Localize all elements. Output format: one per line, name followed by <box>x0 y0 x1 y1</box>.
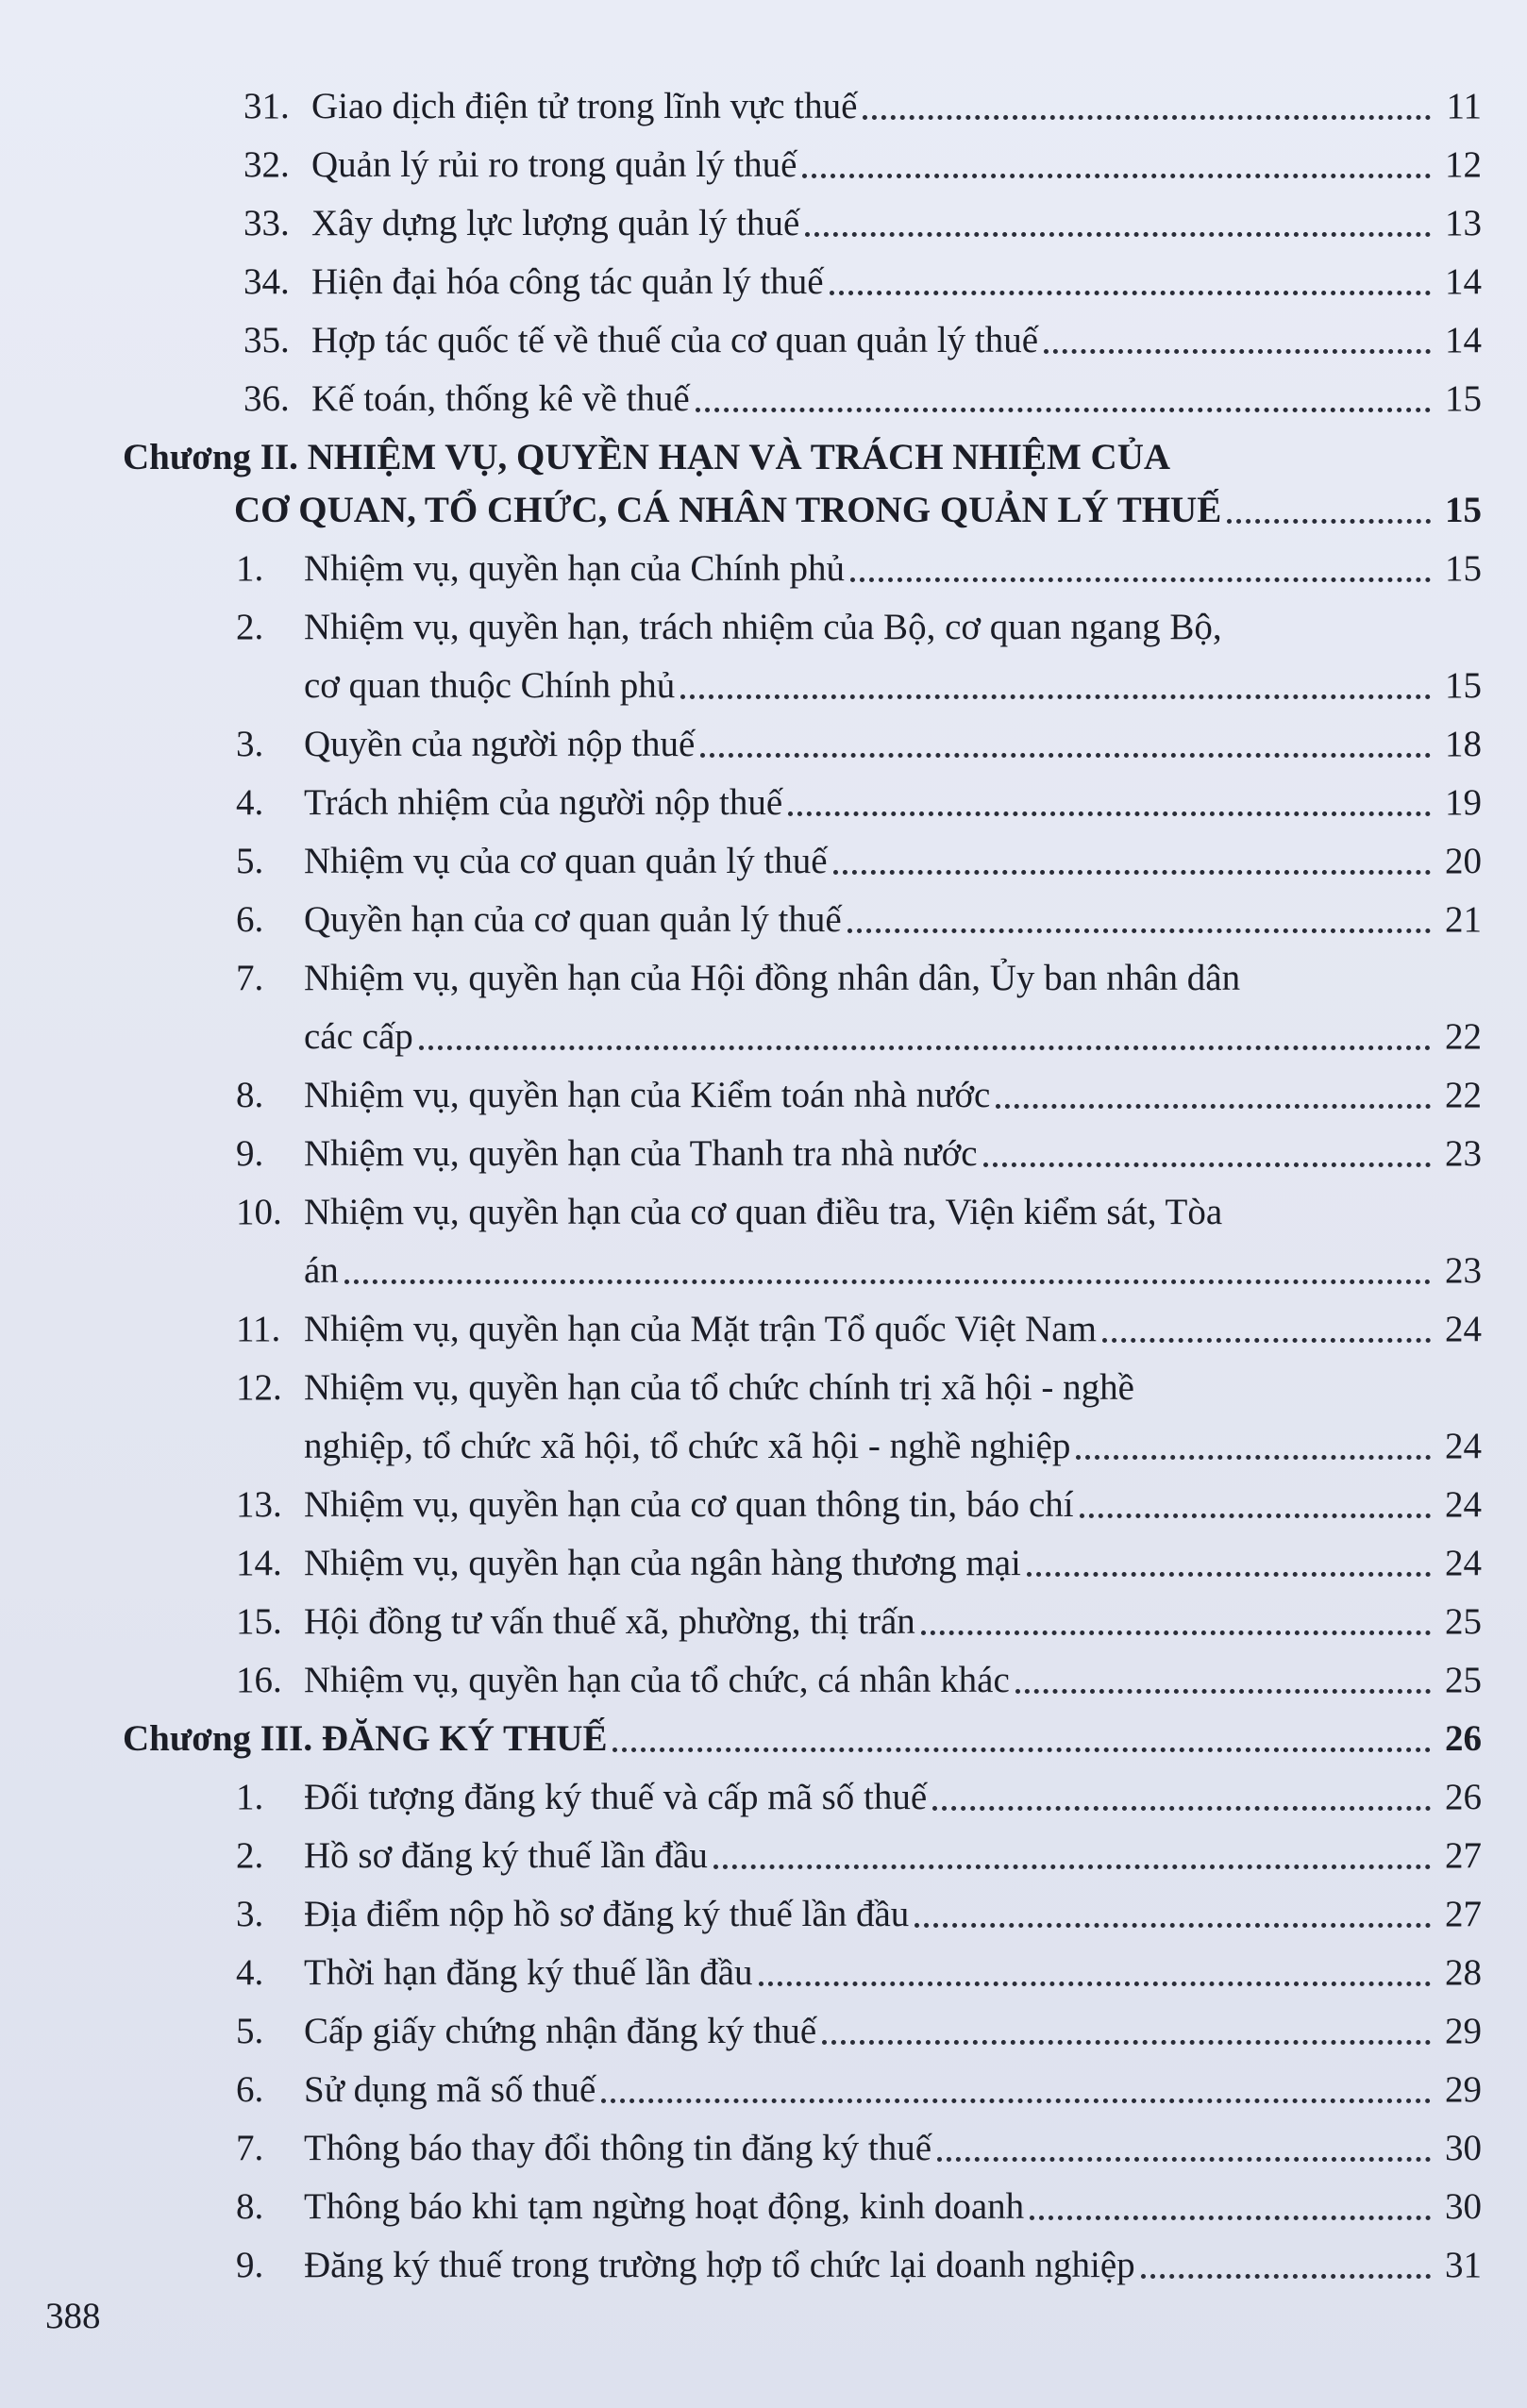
entry-title: Hợp tác quốc tế về thuế của cơ quan quản lý thuế <box>311 320 1039 360</box>
entry-number: 6. <box>236 2069 264 2110</box>
dot-leader <box>996 1104 1431 1109</box>
entry-number: 7. <box>236 958 264 998</box>
entry-page: 24 <box>1445 1426 1482 1466</box>
toc-entry[interactable] <box>123 2061 1482 2119</box>
entry-page: 15 <box>1445 548 1482 589</box>
entry-page: 26 <box>1445 1777 1482 1817</box>
dot-leader <box>759 1982 1431 1986</box>
entry-page: 18 <box>1445 724 1482 764</box>
entry-number: 5. <box>236 841 264 881</box>
entry-title: Nhiệm vụ, quyền hạn của cơ quan thông tin, báo chí <box>304 1484 1074 1525</box>
entry-number: 36. <box>243 378 290 419</box>
entry-title: Thời hạn đăng ký thuế lần đầu <box>304 1952 753 1993</box>
entry-number: 12. <box>236 1367 282 1408</box>
entry-page: 24 <box>1445 1309 1482 1349</box>
entry-title: Thông báo thay đổi thông tin đăng ký thuế <box>304 2128 932 2168</box>
chapter-2-page: 15 <box>1445 490 1482 530</box>
toc-entry[interactable] <box>123 2119 1482 2178</box>
entry-title: Nhiệm vụ của cơ quan quản lý thuế <box>304 841 828 881</box>
entry-number: 4. <box>236 1952 264 1993</box>
toc-entry[interactable] <box>123 1066 1482 1125</box>
entry-number: 11. <box>236 1309 281 1349</box>
entry-page: 13 <box>1445 203 1482 243</box>
entry-page: 21 <box>1445 899 1482 940</box>
entry-page: 31 <box>1445 2245 1482 2285</box>
toc-entry[interactable] <box>123 1300 1482 1359</box>
entry-page: 15 <box>1445 665 1482 706</box>
entry-title: Trách nhiệm của người nộp thuế <box>304 782 783 823</box>
toc-entry[interactable] <box>123 1534 1482 1593</box>
entry-title: Hội đồng tư vấn thuế xã, phường, thị trấn <box>304 1601 915 1642</box>
entry-title: Giao dịch điện tử trong lĩnh vực thuế <box>311 86 858 126</box>
entry-number: 32. <box>243 144 290 185</box>
toc-entry[interactable] <box>123 1476 1482 1534</box>
chapter-2-title-line2: CƠ QUAN, TỔ CHỨC, CÁ NHÂN TRONG QUẢN LÝ THUẾ <box>234 490 1222 530</box>
dot-leader <box>1027 1572 1431 1577</box>
entry-number: 3. <box>236 1894 264 1934</box>
entry-title-continued: nghiệp, tổ chức xã hội, tổ chức xã hội - nghề nghiệp <box>304 1426 1071 1466</box>
dot-leader <box>1030 2216 1431 2220</box>
dot-leader <box>850 577 1431 582</box>
dot-leader <box>802 174 1431 178</box>
entry-number: 9. <box>236 1133 264 1174</box>
toc-entry[interactable] <box>123 832 1482 891</box>
entry-page: 30 <box>1445 2128 1482 2168</box>
dot-leader <box>700 753 1431 758</box>
dot-leader <box>847 928 1431 933</box>
entry-page: 20 <box>1445 841 1482 881</box>
dot-leader <box>1015 1689 1431 1694</box>
page-number: 388 <box>45 2296 101 2336</box>
toc-entry[interactable] <box>123 774 1482 832</box>
dot-leader <box>419 1045 1431 1050</box>
entry-title: Nhiệm vụ, quyền hạn của Kiểm toán nhà nước <box>304 1075 991 1115</box>
entry-page: 27 <box>1445 1894 1482 1934</box>
entry-title: Sử dụng mã số thuế <box>304 2069 596 2110</box>
chapter-3-title: Chương III. ĐĂNG KÝ THUẾ <box>123 1718 608 1759</box>
dot-leader <box>1227 519 1431 524</box>
entry-number: 9. <box>236 2245 264 2285</box>
entry-page: 29 <box>1445 2011 1482 2051</box>
entry-page: 25 <box>1445 1601 1482 1642</box>
entry-page: 27 <box>1445 1835 1482 1876</box>
entry-page: 25 <box>1445 1660 1482 1700</box>
entry-title: Nhiệm vụ, quyền hạn, trách nhiệm của Bộ, cơ quan ngang Bộ, <box>304 607 1222 647</box>
dot-leader <box>696 408 1431 412</box>
toc-entry[interactable] <box>123 891 1482 949</box>
entry-title: Quản lý rủi ro trong quản lý thuế <box>311 144 797 185</box>
dot-leader <box>1141 2274 1431 2279</box>
entry-title: Đối tượng đăng ký thuế và cấp mã số thuế <box>304 1777 928 1817</box>
dot-leader <box>921 1630 1431 1635</box>
dot-leader <box>1102 1338 1431 1343</box>
chapter-3-heading[interactable] <box>123 1710 1482 1768</box>
dot-leader <box>1076 1455 1431 1460</box>
entry-page: 19 <box>1445 782 1482 823</box>
entry-page: 24 <box>1445 1543 1482 1583</box>
entry-title: Nhiệm vụ, quyền hạn của Chính phủ <box>304 548 845 589</box>
toc-entry[interactable] <box>123 1125 1482 1183</box>
entry-number: 15. <box>236 1601 282 1642</box>
entry-number: 10. <box>236 1192 282 1232</box>
dot-leader <box>983 1162 1431 1167</box>
toc-entry[interactable] <box>123 77 1482 136</box>
entry-number: 7. <box>236 2128 264 2168</box>
dot-leader <box>833 870 1431 875</box>
entry-title: Xây dựng lực lượng quản lý thuế <box>311 203 800 243</box>
entry-title: Nhiệm vụ, quyền hạn của tổ chức, cá nhân khác <box>304 1660 1010 1700</box>
chapter-3-page: 26 <box>1445 1718 1482 1759</box>
entry-title: Thông báo khi tạm ngừng hoạt động, kinh doanh <box>304 2186 1025 2227</box>
toc-entry[interactable] <box>123 1183 1482 1242</box>
entry-number: 5. <box>236 2011 264 2051</box>
entry-number: 34. <box>243 261 290 302</box>
entry-page: 23 <box>1445 1133 1482 1174</box>
entry-title: Hiện đại hóa công tác quản lý thuế <box>311 261 824 302</box>
dot-leader <box>805 232 1431 237</box>
toc-entry[interactable] <box>123 253 1482 311</box>
toc-entry[interactable] <box>123 2236 1482 2295</box>
toc-entry[interactable] <box>123 949 1482 1008</box>
toc-entry[interactable] <box>123 194 1482 253</box>
dot-leader <box>937 2157 1431 2162</box>
toc-entry[interactable] <box>123 370 1482 428</box>
dot-leader <box>1080 1513 1431 1518</box>
entry-title: Quyền của người nộp thuế <box>304 724 696 764</box>
dot-leader <box>1044 349 1431 354</box>
toc-entry[interactable] <box>123 2002 1482 2061</box>
dot-leader <box>788 811 1431 816</box>
toc-entry[interactable] <box>123 2178 1482 2236</box>
entry-page: 22 <box>1445 1016 1482 1057</box>
entry-title: Địa điểm nộp hồ sơ đăng ký thuế lần đầu <box>304 1894 910 1934</box>
entry-page: 23 <box>1445 1250 1482 1291</box>
entry-number: 2. <box>236 1835 264 1876</box>
entry-title: Hồ sơ đăng ký thuế lần đầu <box>304 1835 708 1876</box>
dot-leader <box>830 291 1431 295</box>
entry-title: Đăng ký thuế trong trường hợp tổ chức lại doanh nghiệp <box>304 2245 1135 2285</box>
entry-page: 30 <box>1445 2186 1482 2227</box>
entry-page: 14 <box>1445 320 1482 360</box>
toc-entry[interactable] <box>123 715 1482 774</box>
toc-entry[interactable] <box>123 1593 1482 1651</box>
entry-page: 12 <box>1445 144 1482 185</box>
chapter-2-heading[interactable] <box>123 428 1482 487</box>
entry-title: Nhiệm vụ, quyền hạn của ngân hàng thương mại <box>304 1543 1021 1583</box>
entry-number: 3. <box>236 724 264 764</box>
dot-leader <box>344 1279 1431 1284</box>
entry-number: 33. <box>243 203 290 243</box>
toc-entry[interactable] <box>123 598 1482 657</box>
toc-entry-continued[interactable] <box>123 1008 1482 1066</box>
entry-title: Quyền hạn của cơ quan quản lý thuế <box>304 899 842 940</box>
entry-title: Nhiệm vụ, quyền hạn của Hội đồng nhân dân, Ủy ban nhân dân <box>304 958 1241 998</box>
entry-number: 13. <box>236 1484 282 1525</box>
toc-entry[interactable] <box>123 1885 1482 1944</box>
entry-number: 16. <box>236 1660 282 1700</box>
entry-page: 29 <box>1445 2069 1482 2110</box>
entry-title: Cấp giấy chứng nhận đăng ký thuế <box>304 2011 817 2051</box>
dot-leader <box>713 1865 1431 1869</box>
toc-entry-continued[interactable] <box>123 657 1482 715</box>
entry-number: 2. <box>236 607 264 647</box>
entry-number: 4. <box>236 782 264 823</box>
dot-leader <box>612 1747 1431 1752</box>
entry-title: Nhiệm vụ, quyền hạn của cơ quan điều tra, Viện kiểm sát, Tòa <box>304 1192 1223 1232</box>
entry-page: 15 <box>1445 378 1482 419</box>
toc-entry[interactable] <box>123 1827 1482 1885</box>
entry-page: 14 <box>1445 261 1482 302</box>
entry-page: 28 <box>1445 1952 1482 1993</box>
chapter-2-heading-continued[interactable] <box>123 481 1482 540</box>
entry-title-continued: cơ quan thuộc Chính phủ <box>304 665 676 706</box>
toc-entry[interactable] <box>123 1359 1482 1417</box>
entry-title-continued: án <box>304 1250 339 1291</box>
dot-leader <box>932 1806 1431 1811</box>
entry-page: 11 <box>1446 86 1482 126</box>
entry-number: 8. <box>236 2186 264 2227</box>
dot-leader <box>863 115 1431 120</box>
entry-number: 1. <box>236 548 264 589</box>
toc-entry-continued[interactable] <box>123 1417 1482 1476</box>
entry-page: 24 <box>1445 1484 1482 1525</box>
dot-leader <box>915 1923 1431 1928</box>
entry-number: 1. <box>236 1777 264 1817</box>
entry-number: 8. <box>236 1075 264 1115</box>
toc-entry-continued[interactable] <box>123 1242 1482 1300</box>
toc-entry[interactable] <box>123 1768 1482 1827</box>
entry-title-continued: các cấp <box>304 1016 413 1057</box>
toc-entry[interactable] <box>123 540 1482 598</box>
entry-title: Nhiệm vụ, quyền hạn của Thanh tra nhà nước <box>304 1133 978 1174</box>
entry-page: 22 <box>1445 1075 1482 1115</box>
toc-entry[interactable] <box>123 1651 1482 1710</box>
entry-number: 31. <box>243 86 290 126</box>
entry-number: 14. <box>236 1543 282 1583</box>
toc-entry[interactable] <box>123 311 1482 370</box>
entry-title: Kế toán, thống kê về thuế <box>311 378 690 419</box>
table-of-contents <box>123 77 1482 2295</box>
entry-title: Nhiệm vụ, quyền hạn của Mặt trận Tổ quốc Việt Nam <box>304 1309 1097 1349</box>
entry-number: 6. <box>236 899 264 940</box>
entry-title: Nhiệm vụ, quyền hạn của tổ chức chính trị xã hội - nghề <box>304 1367 1134 1408</box>
chapter-2-title-line1: Chương II. NHIỆM VỤ, QUYỀN HẠN VÀ TRÁCH NHIỆM CỦA <box>123 437 1171 477</box>
dot-leader <box>822 2040 1431 2045</box>
toc-entry[interactable] <box>123 136 1482 194</box>
dot-leader <box>601 2099 1431 2103</box>
toc-entry[interactable] <box>123 1944 1482 2002</box>
dot-leader <box>680 694 1431 699</box>
entry-number: 35. <box>243 320 290 360</box>
